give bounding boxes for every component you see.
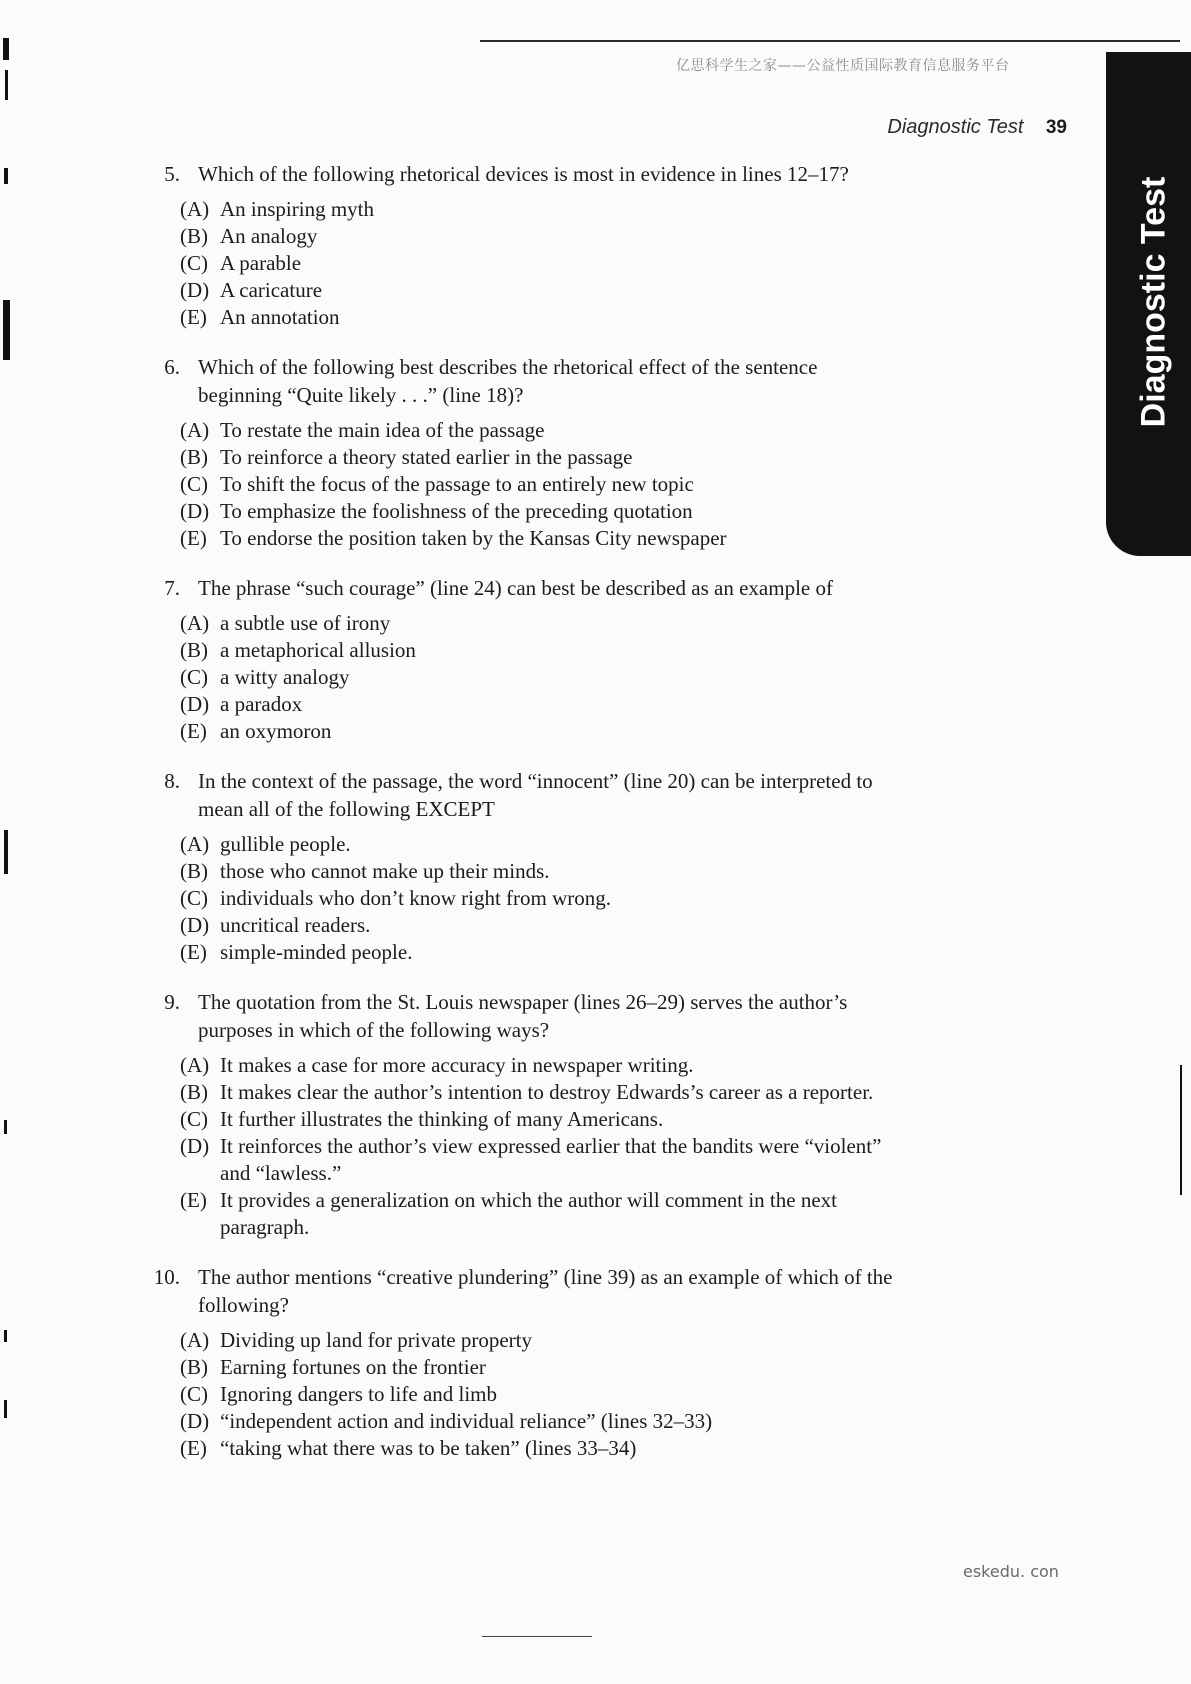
choice-letter: (D) — [180, 499, 210, 523]
scan-mark — [4, 168, 8, 184]
question-number: 5. — [164, 162, 180, 186]
choice-letter: (E) — [180, 940, 207, 964]
choice-text: a witty analogy — [220, 665, 350, 689]
answer-choice — [180, 498, 898, 525]
question-item — [138, 574, 898, 745]
answer-choice — [180, 1408, 898, 1435]
choice-letter: (A) — [180, 1328, 210, 1352]
answer-choice — [180, 718, 898, 745]
answer-choice — [180, 417, 898, 444]
answer-choice — [180, 1381, 898, 1408]
watermark-text: 亿思科学生之家——公益性质国际教育信息服务平台 — [676, 58, 1010, 74]
question-number: 10. — [153, 1265, 180, 1289]
choice-letter: (A) — [180, 418, 210, 442]
choice-text: Earning fortunes on the frontier — [220, 1355, 486, 1379]
choice-text: An analogy — [220, 224, 318, 248]
question-number: 7. — [164, 576, 180, 600]
answer-choice — [180, 939, 898, 966]
choice-text: those who cannot make up their minds. — [220, 859, 550, 883]
answer-choice — [180, 1052, 898, 1079]
scan-mark — [4, 1120, 7, 1134]
scan-mark — [5, 70, 8, 100]
answer-choice — [180, 525, 898, 552]
choice-text: “taking what there was to be taken” (lines 33–34) — [220, 1436, 637, 1460]
page-number: 39 — [1045, 117, 1067, 138]
choice-text: individuals who don’t know right from wrong. — [220, 886, 612, 910]
choice-text: It provides a generalization on which the author will comment in the next paragraph. — [220, 1188, 837, 1239]
question-item — [138, 160, 898, 331]
answer-choice — [180, 610, 898, 637]
question-number: 6. — [164, 355, 180, 379]
question-text: The quotation from the St. Louis newspaper (lines 26–29) serves the author’s purposes in which of the following ways? — [198, 990, 848, 1042]
choice-letter: (B) — [180, 638, 208, 662]
side-tab-label: Diagnostic Test — [1134, 176, 1173, 428]
question-item — [138, 767, 898, 966]
question-stem — [138, 1263, 898, 1319]
answer-choices — [138, 1052, 898, 1241]
choice-text: An annotation — [220, 305, 340, 329]
choice-letter: (B) — [180, 1080, 208, 1104]
answer-choice — [180, 1435, 898, 1462]
answer-choice — [180, 250, 898, 277]
choice-letter: (B) — [180, 1355, 208, 1379]
answer-choice — [180, 444, 898, 471]
question-list — [138, 160, 898, 1484]
answer-choice — [180, 831, 898, 858]
choice-text: Dividing up land for private property — [220, 1328, 533, 1352]
choice-text: A parable — [220, 251, 302, 275]
answer-choice — [180, 858, 898, 885]
scan-mark — [4, 1400, 7, 1418]
question-text: The phrase “such courage” (line 24) can best be described as an example of — [198, 576, 833, 600]
choice-letter: (E) — [180, 1436, 207, 1460]
scan-mark — [3, 300, 10, 360]
choice-letter: (A) — [180, 1053, 210, 1077]
answer-choices — [138, 196, 898, 331]
choice-text: uncritical readers. — [220, 913, 371, 937]
answer-choice — [180, 277, 898, 304]
answer-choice — [180, 637, 898, 664]
answer-choice — [180, 1079, 898, 1106]
choice-letter: (E) — [180, 305, 207, 329]
choice-text: A caricature — [220, 278, 323, 302]
choice-text: To emphasize the foolishness of the preceding quotation — [220, 499, 693, 523]
scan-mark — [1180, 1065, 1182, 1195]
answer-choice — [180, 664, 898, 691]
choice-letter: (E) — [180, 526, 207, 550]
question-text: Which of the following best describes the rhetorical effect of the sentence beginning “Quite likely . . .” (line 18)? — [198, 355, 818, 407]
choice-text: It makes a case for more accuracy in newspaper writing. — [220, 1053, 694, 1077]
choice-letter: (E) — [180, 719, 207, 743]
question-stem — [138, 574, 898, 602]
header-rule — [480, 40, 1180, 42]
choice-letter: (C) — [180, 472, 208, 496]
answer-choices — [138, 417, 898, 552]
answer-choice — [180, 1133, 898, 1187]
section-name: Diagnostic Test — [887, 116, 1024, 138]
question-number: 9. — [164, 990, 180, 1014]
answer-choice — [180, 196, 898, 223]
footer-rule — [482, 1636, 592, 1637]
answer-choice — [180, 223, 898, 250]
choice-letter: (B) — [180, 445, 208, 469]
scan-mark — [3, 38, 9, 60]
choice-text: simple-minded people. — [220, 940, 413, 964]
choice-letter: (D) — [180, 913, 210, 937]
choice-text: To reinforce a theory stated earlier in the passage — [220, 445, 633, 469]
choice-letter: (D) — [180, 1409, 210, 1433]
choice-letter: (A) — [180, 832, 210, 856]
answer-choice — [180, 912, 898, 939]
answer-choice — [180, 885, 898, 912]
footer-site-text: eskedu. con — [963, 1562, 1059, 1581]
question-stem — [138, 988, 898, 1044]
choice-letter: (C) — [180, 886, 208, 910]
scan-mark — [4, 830, 8, 874]
question-text: Which of the following rhetorical devices is most in evidence in lines 12–17? — [198, 162, 849, 186]
answer-choices — [138, 1327, 898, 1462]
choice-letter: (A) — [180, 611, 210, 635]
answer-choice — [180, 471, 898, 498]
choice-letter: (C) — [180, 251, 208, 275]
question-item — [138, 988, 898, 1241]
choice-text: gullible people. — [220, 832, 351, 856]
answer-choice — [180, 1187, 898, 1241]
choice-letter: (C) — [180, 665, 208, 689]
question-item — [138, 353, 898, 552]
answer-choice — [180, 304, 898, 331]
question-stem — [138, 353, 898, 409]
scan-mark — [4, 1330, 7, 1342]
choice-text: To endorse the position taken by the Kansas City newspaper — [220, 526, 727, 550]
choice-text: a paradox — [220, 692, 303, 716]
answer-choice — [180, 1354, 898, 1381]
section-thumb-tab — [1106, 52, 1191, 556]
choice-text: a subtle use of irony — [220, 611, 391, 635]
question-stem — [138, 160, 898, 188]
answer-choice — [180, 1327, 898, 1354]
running-head — [887, 116, 1067, 139]
choice-text: An inspiring myth — [220, 197, 375, 221]
choice-letter: (C) — [180, 1382, 208, 1406]
choice-text: Ignoring dangers to life and limb — [220, 1382, 498, 1406]
choice-letter: (D) — [180, 692, 210, 716]
choice-letter: (B) — [180, 859, 208, 883]
choice-letter: (E) — [180, 1188, 207, 1212]
answer-choice — [180, 1106, 898, 1133]
choice-letter: (C) — [180, 1107, 208, 1131]
choice-letter: (D) — [180, 278, 210, 302]
choice-letter: (D) — [180, 1134, 210, 1158]
answer-choice — [180, 691, 898, 718]
choice-letter: (A) — [180, 197, 210, 221]
answer-choices — [138, 610, 898, 745]
question-item — [138, 1263, 898, 1462]
answer-choices — [138, 831, 898, 966]
choice-letter: (B) — [180, 224, 208, 248]
choice-text: To restate the main idea of the passage — [220, 418, 545, 442]
question-text: The author mentions “creative plundering” (line 39) as an example of which of the following? — [198, 1265, 893, 1317]
choice-text: It further illustrates the thinking of many Americans. — [220, 1107, 664, 1131]
question-number: 8. — [164, 769, 180, 793]
question-stem — [138, 767, 898, 823]
choice-text: a metaphorical allusion — [220, 638, 416, 662]
choice-text: an oxymoron — [220, 719, 332, 743]
choice-text: It reinforces the author’s view expressed earlier that the bandits were “violent” and “lawless.” — [220, 1134, 882, 1185]
choice-text: To shift the focus of the passage to an entirely new topic — [220, 472, 694, 496]
choice-text: “independent action and individual reliance” (lines 32–33) — [220, 1409, 713, 1433]
question-text: In the context of the passage, the word “innocent” (line 20) can be interpreted to mean all of the following EXCEPT — [198, 769, 873, 821]
choice-text: It makes clear the author’s intention to destroy Edwards’s career as a reporter. — [220, 1080, 874, 1104]
